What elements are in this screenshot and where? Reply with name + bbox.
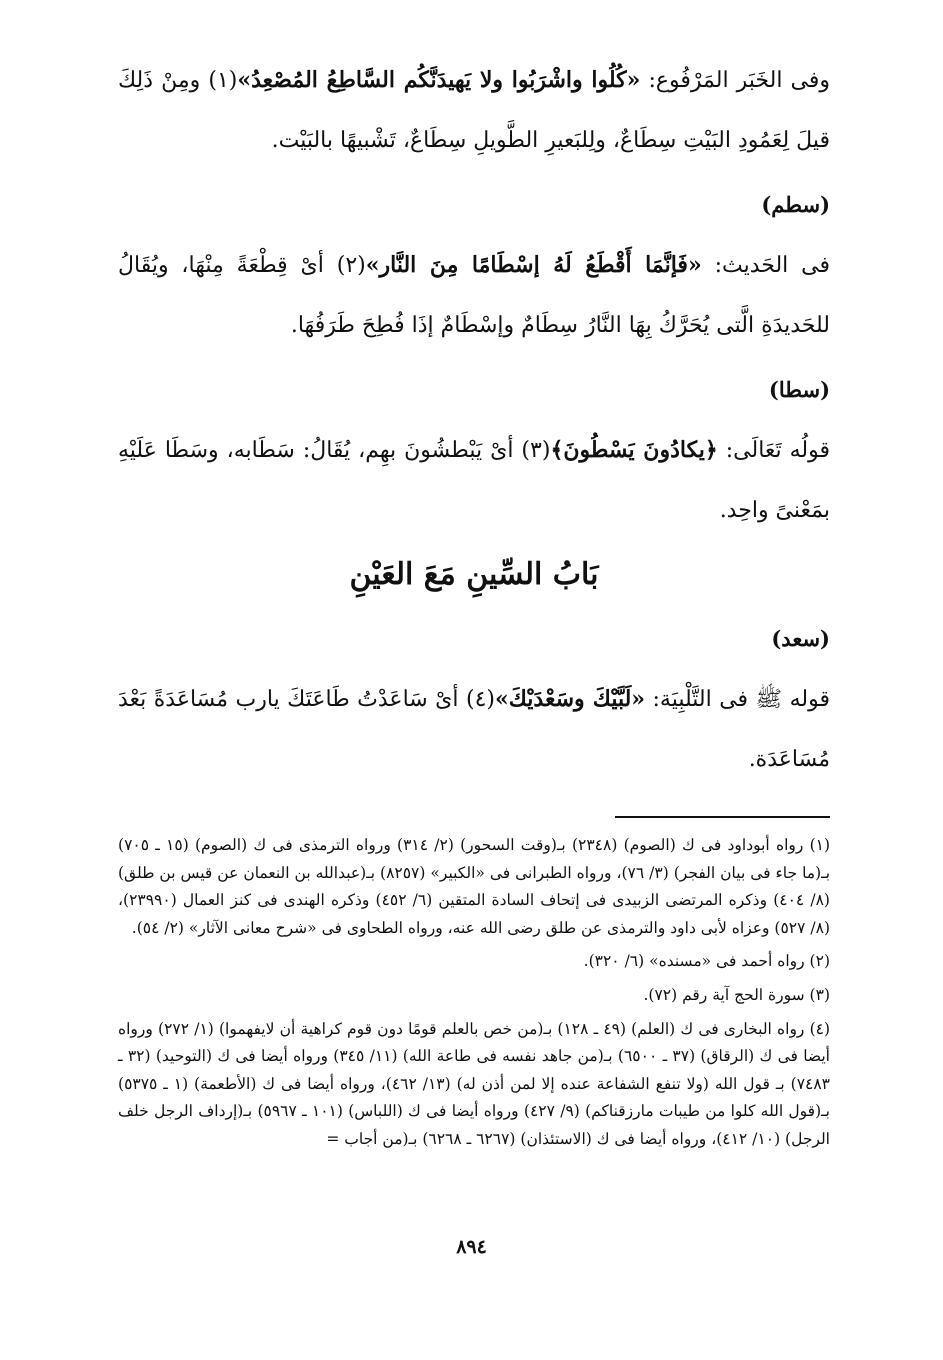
text-run: وفى الخَبَر المَرْفُوع: [640, 68, 830, 93]
document-page [118, 50, 830, 1320]
chapter-title: بَابُ السِّينِ مَعَ العَيْنِ [349, 557, 599, 592]
entry-heading-saad: (سعد) [771, 626, 830, 651]
text-run: فى الحَديث: [701, 253, 831, 278]
text-run: (٢) أىْ قِطْعَةً مِنْهَا، ويُقَالُ للحَديدَةِ الَّتى يُحَرَّكُ بِهَا النَّارُ سِطَامٌ وإسْطَامٌ إذَا فُطِحَ طَرَفُهَا. [118, 253, 830, 338]
footnote-4: (٤) رواه البخارى فى ك (العلم) (٤٩ ـ ١٢٨) بـ(من خص بالعلم قومًا دون قوم كراهية أن لايفهموا) (١/ ٢٧٢) ورواه أيضا فى ك (الرقاق) (٣٧ ـ ٦٥٠٠) بـ(من جاهد نفسه فى طاعة الله) (١١/ ٣٤٥) ورواه أيضا فى ك (التوحيد) (٣٢ ـ ٧٤٨٣) بـ قول الله (ولا تنفع الشفاعة عنده إلا لمن أذن له) (١٣/ ٤٦٢)، ورواه أيضا فى ك (الأطعمة) (١ ـ ٥٣٧٥) بـ(قول الله كلوا من طيبات مارزقناكم) (٩/ ٤٢٧) ورواه أيضا فى ك (اللباس) (١٠١ ـ ٥٩٦٧) بـ(إرداف الرجل خلف الرجل) (١٠/ ٤١٢)، ورواه أيضا فى ك (الاستئذان) (٦٢٦٧ ـ ٦٢٦٨) بـ(من أجاب = [118, 1019, 831, 1148]
hadith-quote: «فَإنَّمَا أَقْطَعُ لَهُ إسْطَامًا مِنَ النَّار» [365, 252, 702, 278]
page-number: ٨٩٤ [456, 1236, 487, 1258]
paragraph-intro [118, 50, 830, 171]
quran-quote: ﴿يكادُونَ يَسْطُونَ﴾ [550, 437, 718, 463]
text-run: قوله ﷺ فى التَّلْبِيَة: [645, 687, 830, 712]
footnote-1: (١) رواه أبوداود فى ك (الصوم) (٢٣٤٨) بـ(وقت السحور) (٢/ ٣١٤) ورواه الترمذى فى ك (الصوم) (١٥ ـ ٧٠٥) بـ(ما جاء فى بيان الفجر) (٣/ ٧٦)، ورواه الطبرانى فى «الكبير» (٨٢٥٧) بـ(عبدالله بن النعمان عن قيس بن طلق) (٨/ ٤٠٤) وذكره المرتضى الزبيدى فى إتحاف السادة المتقين (٦/ ٤٥٢) وذكره الهندى فى كنز العمال (٢٣٩٩٠)، (٨/ ٥٢٧) وعزاه لأبى داود والترمذى عن طلق رضى الله عنه، ورواه الطحاوى فى «شرح معانى الآثار» (٢/ ٥٤). [118, 836, 831, 937]
text-run: (٤) أىْ سَاعَدْتُ طَاعَتَكَ يارب مُسَاعَدَةً بَعْدَ مُسَاعَدَة. [118, 687, 830, 772]
paragraph-sata [118, 420, 830, 541]
hadith-quote: «لَبَّيْكَ وسَعْدَيْكَ» [495, 686, 646, 712]
footnote-2: (٢) رواه أحمد فى «مسنده» (٦/ ٣٢٠). [583, 952, 830, 971]
text-run: (٣) أىْ يَبْطشُونَ بهِم، يُقَالُ: سَطَابه، وسَطَا عَلَيْهِ بمَعْنىً واحِد. [118, 438, 830, 523]
text-run: (١) ومِنْ ذَلِكَ قيلَ لِعَمُودِ البَيْتِ سِطَاعٌ، ولِلبَعيرِ الطَّويلِ سِطَاعٌ، تَشْبيهًا بالبَيْت. [118, 68, 830, 153]
paragraph-saad [118, 669, 830, 790]
footnotes [118, 832, 830, 1154]
paragraph-satm [118, 235, 830, 356]
footnote-3: (٣) سورة الحج آية رقم (٧٢). [643, 985, 830, 1004]
entry-heading-satm: (سطم) [761, 192, 830, 217]
hadith-quote: «كُلُوا واشْرَبُوا ولا يَهيدَنَّكُم السَّاطِعُ المُصْعِدُ» [237, 67, 641, 93]
footnote-divider [615, 816, 830, 818]
text-run: قولُه تَعَالَى: [717, 438, 830, 463]
entry-heading-sata: (سطا) [768, 377, 830, 402]
